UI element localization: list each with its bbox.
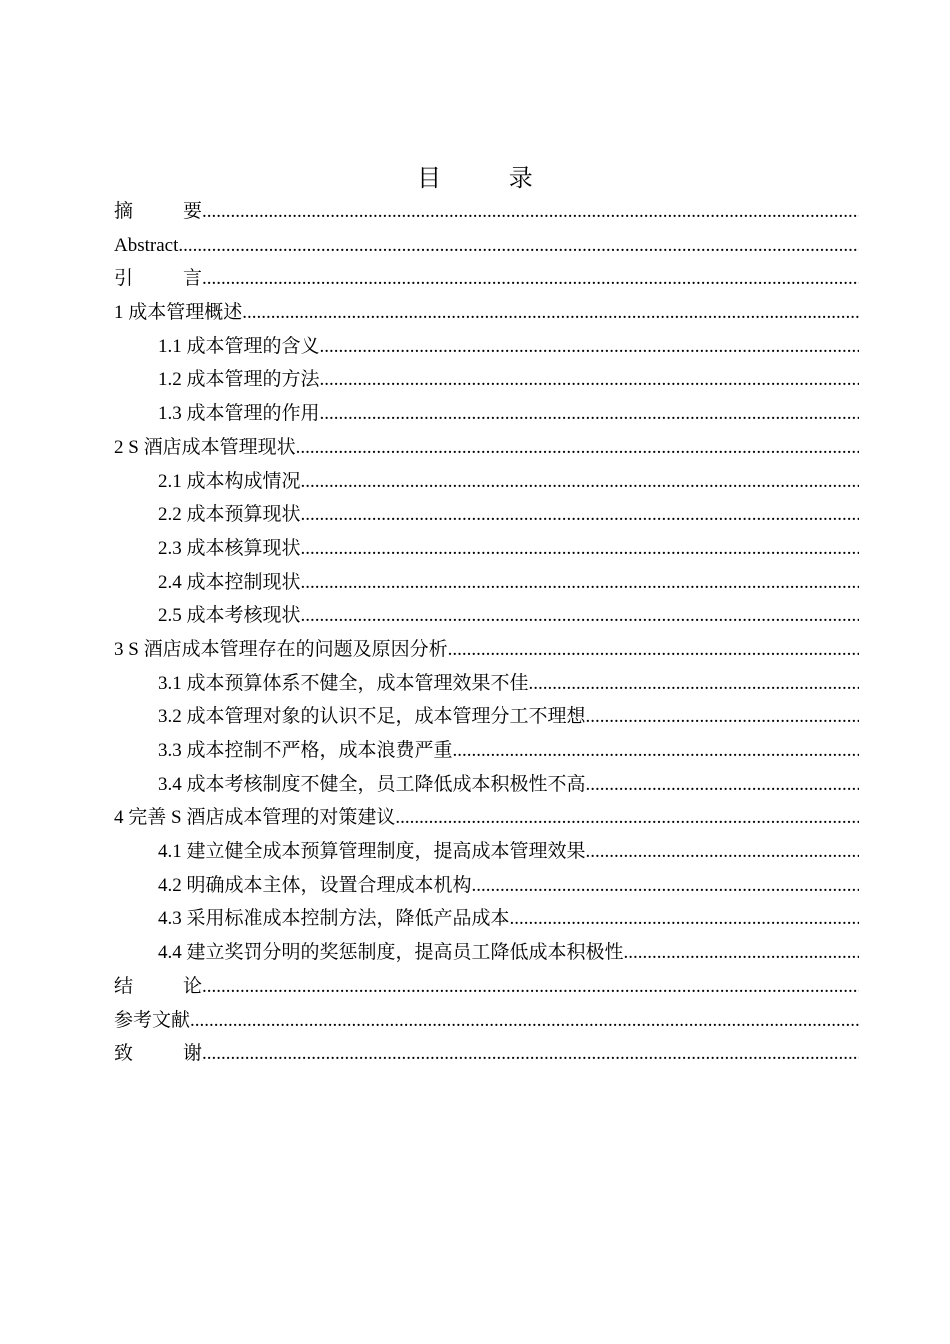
toc-dot-leader xyxy=(202,1037,859,1071)
toc-entry-label: 1 成本管理概述 xyxy=(114,302,243,324)
toc-entry[interactable] xyxy=(114,498,859,532)
toc-entry[interactable] xyxy=(114,532,859,566)
toc-dot-leader xyxy=(301,498,859,532)
toc-dot-leader xyxy=(453,734,859,768)
toc-entry-label: 3 S 酒店成本管理存在的问题及原因分析 xyxy=(114,638,448,660)
toc-entry[interactable] xyxy=(114,431,859,465)
toc-entry-label: 致谢 xyxy=(114,1043,203,1065)
toc-dot-leader xyxy=(586,835,859,869)
toc-dot-leader xyxy=(586,700,859,734)
toc-entry-label: 3.2 成本管理对象的认识不足，成本管理分工不理想 xyxy=(158,706,586,728)
toc-dot-leader xyxy=(320,397,859,431)
toc-entry-label: 3.1 成本预算体系不健全，成本管理效果不佳 xyxy=(158,672,529,694)
toc-entry[interactable] xyxy=(114,936,859,970)
toc-entry-label: Abstract xyxy=(114,234,179,256)
toc-dot-leader xyxy=(586,768,859,802)
toc-dot-leader xyxy=(301,465,859,499)
toc-list xyxy=(114,195,859,1071)
toc-entry[interactable] xyxy=(114,801,859,835)
toc-dot-leader xyxy=(510,902,859,936)
toc-entry[interactable] xyxy=(114,296,859,330)
toc-entry[interactable] xyxy=(114,195,859,229)
toc-dot-leader xyxy=(296,431,859,465)
toc-entry-label: 2.5 成本考核现状 xyxy=(158,605,301,627)
toc-entry-label: 3.3 成本控制不严格，成本浪费严重 xyxy=(158,740,453,761)
toc-dot-leader xyxy=(320,330,859,364)
toc-entry[interactable] xyxy=(114,734,859,768)
toc-entry[interactable] xyxy=(114,1037,859,1071)
toc-entry[interactable] xyxy=(114,330,859,364)
toc-entry[interactable] xyxy=(114,1004,859,1038)
toc-entry-label: 2.3 成本核算现状 xyxy=(158,537,301,559)
toc-entry[interactable] xyxy=(114,397,859,431)
toc-title: 目 录 xyxy=(417,164,563,192)
toc-dot-leader xyxy=(202,195,859,229)
toc-entry-label: 4.2 明确成本主体，设置合理成本机构 xyxy=(158,874,472,896)
toc-entry-label: 3.4 成本考核制度不健全，员工降低成本积极性不高 xyxy=(158,773,586,795)
toc-entry-label: 2 S 酒店成本管理现状 xyxy=(114,436,296,458)
toc-entry[interactable] xyxy=(114,465,859,499)
toc-entry-label: 结论 xyxy=(114,975,203,997)
toc-entry[interactable] xyxy=(114,768,859,802)
toc-entry-label: 摘要 xyxy=(114,201,203,222)
toc-entry[interactable] xyxy=(114,599,859,633)
toc-entry[interactable] xyxy=(114,869,859,903)
toc-dot-leader xyxy=(395,801,859,835)
toc-entry-label: 4 完善 S 酒店成本管理的对策建议 xyxy=(114,807,396,829)
toc-entry[interactable] xyxy=(114,902,859,936)
toc-dot-leader xyxy=(202,262,859,296)
toc-dot-leader xyxy=(202,970,859,1004)
toc-entry[interactable] xyxy=(114,970,859,1004)
toc-dot-leader xyxy=(448,633,859,667)
toc-entry[interactable] xyxy=(114,229,859,263)
toc-entry-label: 引言 xyxy=(114,268,203,290)
toc-entry-label: 2.1 成本构成情况 xyxy=(158,470,301,492)
toc-entry[interactable] xyxy=(114,566,859,600)
toc-entry-label: 2.4 成本控制现状 xyxy=(158,571,301,593)
toc-dot-leader xyxy=(178,229,859,263)
toc-dot-leader xyxy=(301,566,859,600)
toc-entry[interactable] xyxy=(114,363,859,397)
toc-entry-label: 4.3 采用标准成本控制方法，降低产品成本 xyxy=(158,908,510,930)
toc-entry-label: 参考文献 xyxy=(114,1009,191,1031)
toc-dot-leader xyxy=(242,296,859,330)
toc-dot-leader xyxy=(320,363,859,397)
toc-dot-leader xyxy=(301,532,859,566)
toc-entry-label: 4.4 建立奖罚分明的奖惩制度，提高员工降低成本积极性 xyxy=(158,942,624,964)
toc-entry-label: 2.2 成本预算现状 xyxy=(158,504,301,526)
toc-entry[interactable] xyxy=(114,633,859,667)
toc-entry[interactable] xyxy=(114,835,859,869)
toc-entry-label: 1.2 成本管理的方法 xyxy=(158,369,320,391)
toc-dot-leader xyxy=(301,599,859,633)
toc-dot-leader xyxy=(529,667,859,701)
toc-dot-leader xyxy=(624,936,859,970)
toc-entry-label: 4.1 建立健全成本预算管理制度，提高成本管理效果 xyxy=(158,841,586,863)
toc-entry-label: 1.3 成本管理的作用 xyxy=(158,403,320,425)
toc-entry[interactable] xyxy=(114,262,859,296)
toc-entry[interactable] xyxy=(114,700,859,734)
toc-entry-label: 1.1 成本管理的含义 xyxy=(158,335,320,357)
toc-entry[interactable] xyxy=(114,667,859,701)
toc-dot-leader xyxy=(190,1004,859,1038)
toc-dot-leader xyxy=(472,869,859,903)
